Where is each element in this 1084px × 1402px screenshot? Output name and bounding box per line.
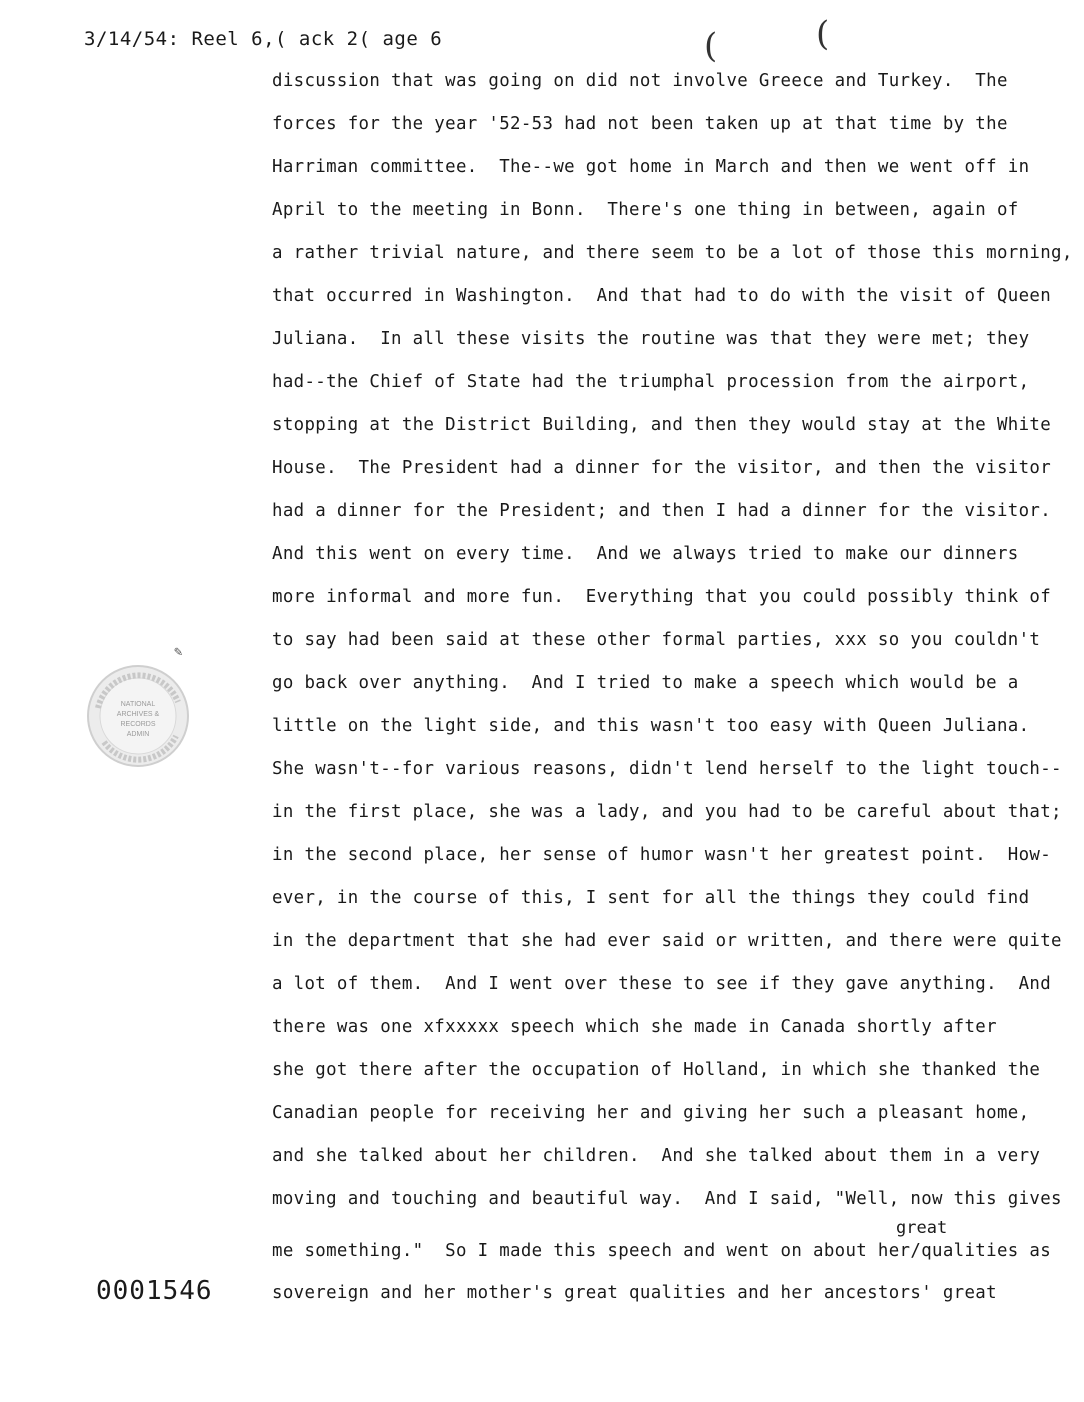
transcript-line: in the department that she had ever said or written, and there were quite bbox=[272, 931, 1062, 951]
transcript-line: forces for the year '52-53 had not been taken up at that time by the bbox=[272, 114, 1008, 134]
transcript-line: And this went on every time. And we always tried to make our dinners bbox=[272, 544, 1019, 564]
margin-mark: ✎ bbox=[174, 644, 183, 660]
transcript-line: she got there after the occupation of Holland, in which she thanked the bbox=[272, 1060, 1041, 1080]
svg-text:NATIONAL: NATIONAL bbox=[120, 701, 156, 708]
transcript-line: stopping at the District Building, and then they would stay at the White bbox=[272, 415, 1052, 435]
margin-paren-mark: ( bbox=[816, 14, 830, 54]
transcript-line: Canadian people for receiving her and giving her such a pleasant home, bbox=[272, 1103, 1030, 1123]
svg-text:RECORDS: RECORDS bbox=[120, 721, 156, 728]
document-number: 0001546 bbox=[96, 1276, 213, 1306]
transcript-line: a rather trivial nature, and there seem to be a lot of those this morning, bbox=[272, 243, 1073, 263]
transcript-line: Juliana. In all these visits the routine was that they were met; they bbox=[272, 329, 1030, 349]
transcript-line: moving and touching and beautiful way. And I said, "Well, now this gives bbox=[272, 1189, 1062, 1209]
svg-text:ARCHIVES &: ARCHIVES & bbox=[116, 711, 160, 718]
transcript-line: there was one xfxxxxx speech which she made in Canada shortly after bbox=[272, 1017, 997, 1037]
svg-text:ADMIN: ADMIN bbox=[126, 731, 150, 738]
transcript-line: to say had been said at these other formal parties, xxx so you couldn't bbox=[272, 630, 1041, 650]
transcript-line: House. The President had a dinner for the visitor, and then the visitor bbox=[272, 458, 1052, 478]
transcript-line: that occurred in Washington. And that had to do with the visit of Queen bbox=[272, 286, 1052, 306]
transcript-line: sovereign and her mother's great qualities and her ancestors' great bbox=[272, 1283, 997, 1303]
transcript-line: and she talked about her children. And she talked about them in a very bbox=[272, 1146, 1041, 1166]
transcript-line: more informal and more fun. Everything that you could possibly think of bbox=[272, 587, 1052, 607]
interlinear-insertion: great bbox=[896, 1218, 948, 1238]
transcript-line: had a dinner for the President; and then I had a dinner for the visitor. bbox=[272, 501, 1052, 521]
transcript-line: a lot of them. And I went over these to see if they gave anything. And bbox=[272, 974, 1052, 994]
transcript-line: April to the meeting in Bonn. There's one thing in between, again of bbox=[272, 200, 1019, 220]
transcript-line: go back over anything. And I tried to make a speech which would be a bbox=[272, 673, 1019, 693]
transcript-line: ever, in the course of this, I sent for all the things they could find bbox=[272, 888, 1030, 908]
transcript-line: She wasn't--for various reasons, didn't lend herself to the light touch-- bbox=[272, 759, 1062, 779]
page-header: 3/14/54: Reel 6,( ack 2( age 6 bbox=[84, 28, 443, 50]
transcript-line: me something." So I made this speech and went on about her/qualities as bbox=[272, 1241, 1052, 1261]
transcript-line: in the first place, she was a lady, and you had to be careful about that; bbox=[272, 802, 1062, 822]
transcript-line: had--the Chief of State had the triumphal procession from the airport, bbox=[272, 372, 1030, 392]
transcript-line: discussion that was going on did not involve Greece and Turkey. The bbox=[272, 71, 1008, 91]
transcript-line: little on the light side, and this wasn't too easy with Queen Juliana. bbox=[272, 716, 1030, 736]
transcript-line: in the second place, her sense of humor wasn't her greatest point. How- bbox=[272, 845, 1052, 865]
margin-paren-mark: ( bbox=[704, 26, 718, 66]
archive-stamp bbox=[84, 662, 192, 770]
transcript-line: Harriman committee. The--we got home in March and then we went off in bbox=[272, 157, 1030, 177]
